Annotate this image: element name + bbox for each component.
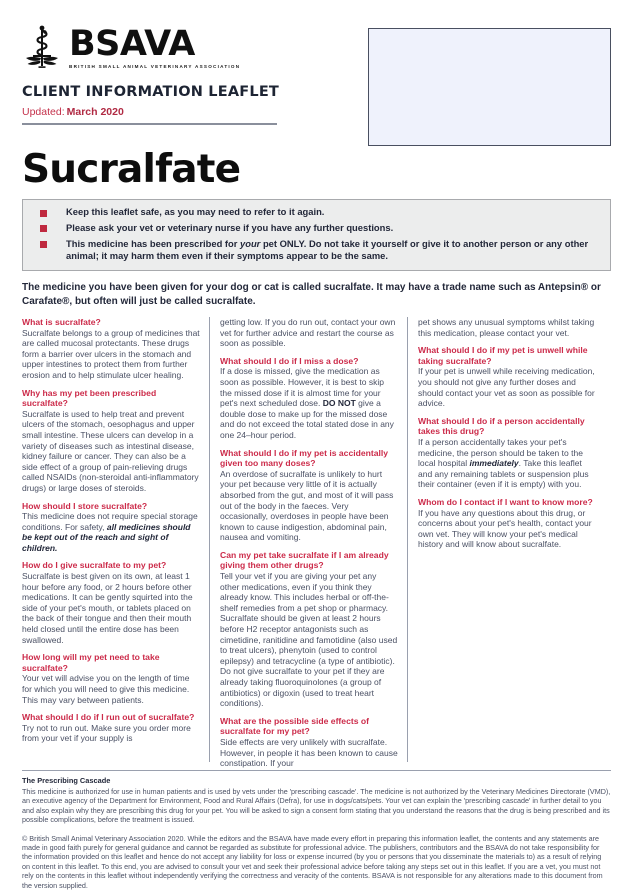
header-divider	[22, 123, 277, 125]
faq-column-1	[22, 317, 200, 762]
faq-answer: Your vet will advise you on the length of time for which you will need to give this medicine. This may vary between patients.	[22, 673, 190, 705]
bsava-logo-subtitle: BRITISH SMALL ANIMAL VETERINARY ASSOCIATION	[69, 64, 241, 69]
faq-answer-continuation: getting low. If you do run out, contact your own vet for further advice and restart the course as soon as possible.	[220, 317, 396, 349]
faq-answer: This medicine does not require special storage conditions. For safety, all medicines should be kept out of the reach and sight of children.	[22, 511, 198, 553]
bsava-caduceus-laurel-logo	[22, 25, 62, 69]
square-bullet-icon	[40, 225, 47, 232]
faq-answer: If your pet is unwell while receiving medication, you should not give any further doses and should contact your vet as soon as possible for advice.	[418, 366, 595, 409]
key-warnings-box	[22, 199, 611, 271]
faq-answer-continuation: pet shows any unusual symptoms whilst taking this medication, please contact your vet.	[418, 317, 595, 338]
bsava-wordmark	[69, 26, 240, 69]
faq-question: What are the possible side effects of sucralfate for my pet?	[220, 715, 369, 737]
faq-question: What should I do if a person accidentally takes this drug?	[418, 415, 585, 437]
faq-question: What should I do if my pet is accidentally given too many doses?	[220, 447, 389, 469]
faq-answer: Tell your vet if you are giving your pet any other medications, even if you think they already know. This includes herbal or off-the-shelf remedies from a pet shop or pharmacy. Sucralfate should be given at least 2 hours before H2 receptor antagonists such as cimetidine, ranitidine and famotidine (also used to treat ulcers), phenytoin (used to control epilepsy) and tetracycline (a type of antibiotic). Do not give sucralfate to your pet if they are already taking fluoroquinolones (a group of antibiotics) or digoxin (used to treat heart conditions).	[220, 571, 398, 709]
updated-value: March 2020	[66, 106, 124, 118]
updated-label: Updated:	[22, 106, 65, 118]
footer-heading: The Prescribing Cascade	[22, 776, 111, 785]
warning-item	[31, 222, 602, 235]
drug-name-heading: Sucralfate	[22, 147, 241, 192]
intro-paragraph: The medicine you have been given for your dog or cat is called sucralfate. It may have a trade name such as Antepsin® or Carafate®, but often will just be called sucralfate.	[22, 282, 601, 307]
faq-question: How long will my pet need to take sucralfate?	[22, 652, 160, 673]
faq-question: What should I do if my pet is unwell while taking sucralfate?	[418, 345, 588, 366]
faq-question: What should I do if I miss a dose?	[220, 355, 359, 366]
faq-question: How do I give sucralfate to my pet?	[22, 560, 167, 571]
warning-item-text: Keep this leaflet safe, as you may need to refer to it again.	[66, 206, 325, 217]
square-bullet-icon	[40, 210, 47, 217]
bsava-logo-word: BSAVA	[69, 24, 195, 64]
faq-column-3	[418, 317, 596, 762]
footer-divider	[22, 770, 611, 771]
warning-item-text: This medicine has been prescribed for your pet ONLY. Do not take it yourself or give it to another person or any other animal; it may harm them even if their symptoms appear to be the same.	[66, 237, 589, 262]
faq-answer: Try not to run out. Make sure you order more from your vet if your supply is	[22, 722, 191, 744]
square-bullet-icon	[40, 241, 47, 248]
page-footer	[22, 776, 611, 890]
faq-question: Whom do I contact if I want to know more?	[418, 496, 593, 507]
faq-question: Why has my pet been prescribed sucralfate?	[22, 387, 157, 409]
faq-question: What is sucralfate?	[22, 317, 101, 327]
warning-item	[31, 206, 602, 219]
updated-row	[22, 106, 124, 118]
faq-answer: Sucralfate is used to help treat and prevent ulcers of the stomach, oesophagus and upper small intestine. These ulcers can develop in a variety of diseases such as intestinal disease, kidney failure or cancer. They can also be a side effect of a group of pain-relieving drugs called NSAIDs (non-steroidal anti-inflammatory drugs) or large doses of steroids.	[22, 408, 199, 493]
faq-answer: Side effects are very unlikely with sucralfate. However, in people it has been known to cause constipation. If your	[220, 736, 398, 769]
faq-question: How should I store sucralfate?	[22, 500, 148, 511]
faq-answer: An overdose of sucralfate is unlikely to hurt your pet because very little of it is actually absorbed from the gut, and most of it will pass out of the body in the faeces. Very occasionally, overdoses in people have been known to cause indigestion, abdominal pain, nausea and vomiting.	[220, 468, 394, 543]
prescribing-cascade-text: This medicine is authorized for use in human patients and is used by vets under the 'prescribing cascade'. The medicine is not authorized by the Veterinary Medicines Directorate (VMD), an executive agency of the Department for Environment, Food and Rural Affairs (Defra), for use in dogs/cats/pets. Your vet can explain the 'prescribing cascade' in further detail to you and also explain why they are prescribing this drug for your pet. You will be asked to sign a consent form stating that you understand the reasons that the drug is being prescribed and its possible complications, before the treatment is issued.	[22, 787, 611, 825]
faq-question: Can my pet take sucralfate if I am already giving them other drugs?	[220, 549, 389, 571]
faq-answer: Sucralfate belongs to a group of medicines that are called mucosal protectants. These drugs form a barrier over ulcers in the stomach and upper intestines to protect them from further erosion and to help stimulate ulcer healing.	[22, 327, 200, 380]
column-divider	[200, 317, 220, 762]
column-divider	[398, 317, 418, 762]
faq-columns	[22, 317, 611, 769]
copyright-text: © British Small Animal Veterinary Association 2020. While the editors and the BSAVA have made every effort in preparing this information leaflet, the contents and any statements are made in good faith purely for general guidance and cannot be regarded as substitute for professional advice. The publishers, contributors and the BSAVA do not take responsibility for the information provided on this leaflet and hence do not accept any liability for loss or expense incurred (by you or persons that you disseminate the materials to) as a result of relying on content in this leaflet. To this end, you are advised to consult your vet and seek their professional advice before taking any steps set out in this leaflet. If you are a vet, you must not rely on the contents in this leaflet without independently verifying the correctness and veracity of the contents. BSAVA is not responsible for any alterations made to this document from the version supplied.	[22, 833, 603, 890]
warning-item	[31, 238, 602, 264]
practice-stamp-box[interactable]	[368, 28, 611, 146]
faq-column-2	[220, 317, 398, 769]
faq-answer: If you have any questions about this drug, or concerns about your pet's health, contact your own vet. They will know your pet's medical history and will know about sucralfate.	[418, 507, 592, 550]
faq-question: What should I do if I run out of sucralfate?	[22, 712, 195, 723]
faq-answer: If a person accidentally takes your pet's medicine, the person should be taken to the local hospital immediately. Take this leaflet and any remaining tablets or suspension plus their container (even if it is empty) with you.	[418, 436, 589, 490]
warning-item-text: Please ask your vet or veterinary nurse if you have any further questions.	[66, 221, 394, 233]
page-title: CLIENT INFORMATION LEAFLET	[22, 84, 280, 100]
faq-answer: If a dose is missed, give the medication as soon as possible. However, it is best to skip the missed dose if it is almost time for your pet's next scheduled dose. DO NOT give a double dose to make up for the missed dose and do not exceed the total stated dose in any one 24–hour period.	[220, 366, 394, 440]
faq-answer: Sucralfate is best given on its own, at least 1 hour before any food, or 2 hours before other medications. It can be gently squirted into the side of your pet's mouth, or tablets placed on the back of their tongue and then their mouth held closed until the entire dose has been swallowed.	[22, 571, 193, 645]
